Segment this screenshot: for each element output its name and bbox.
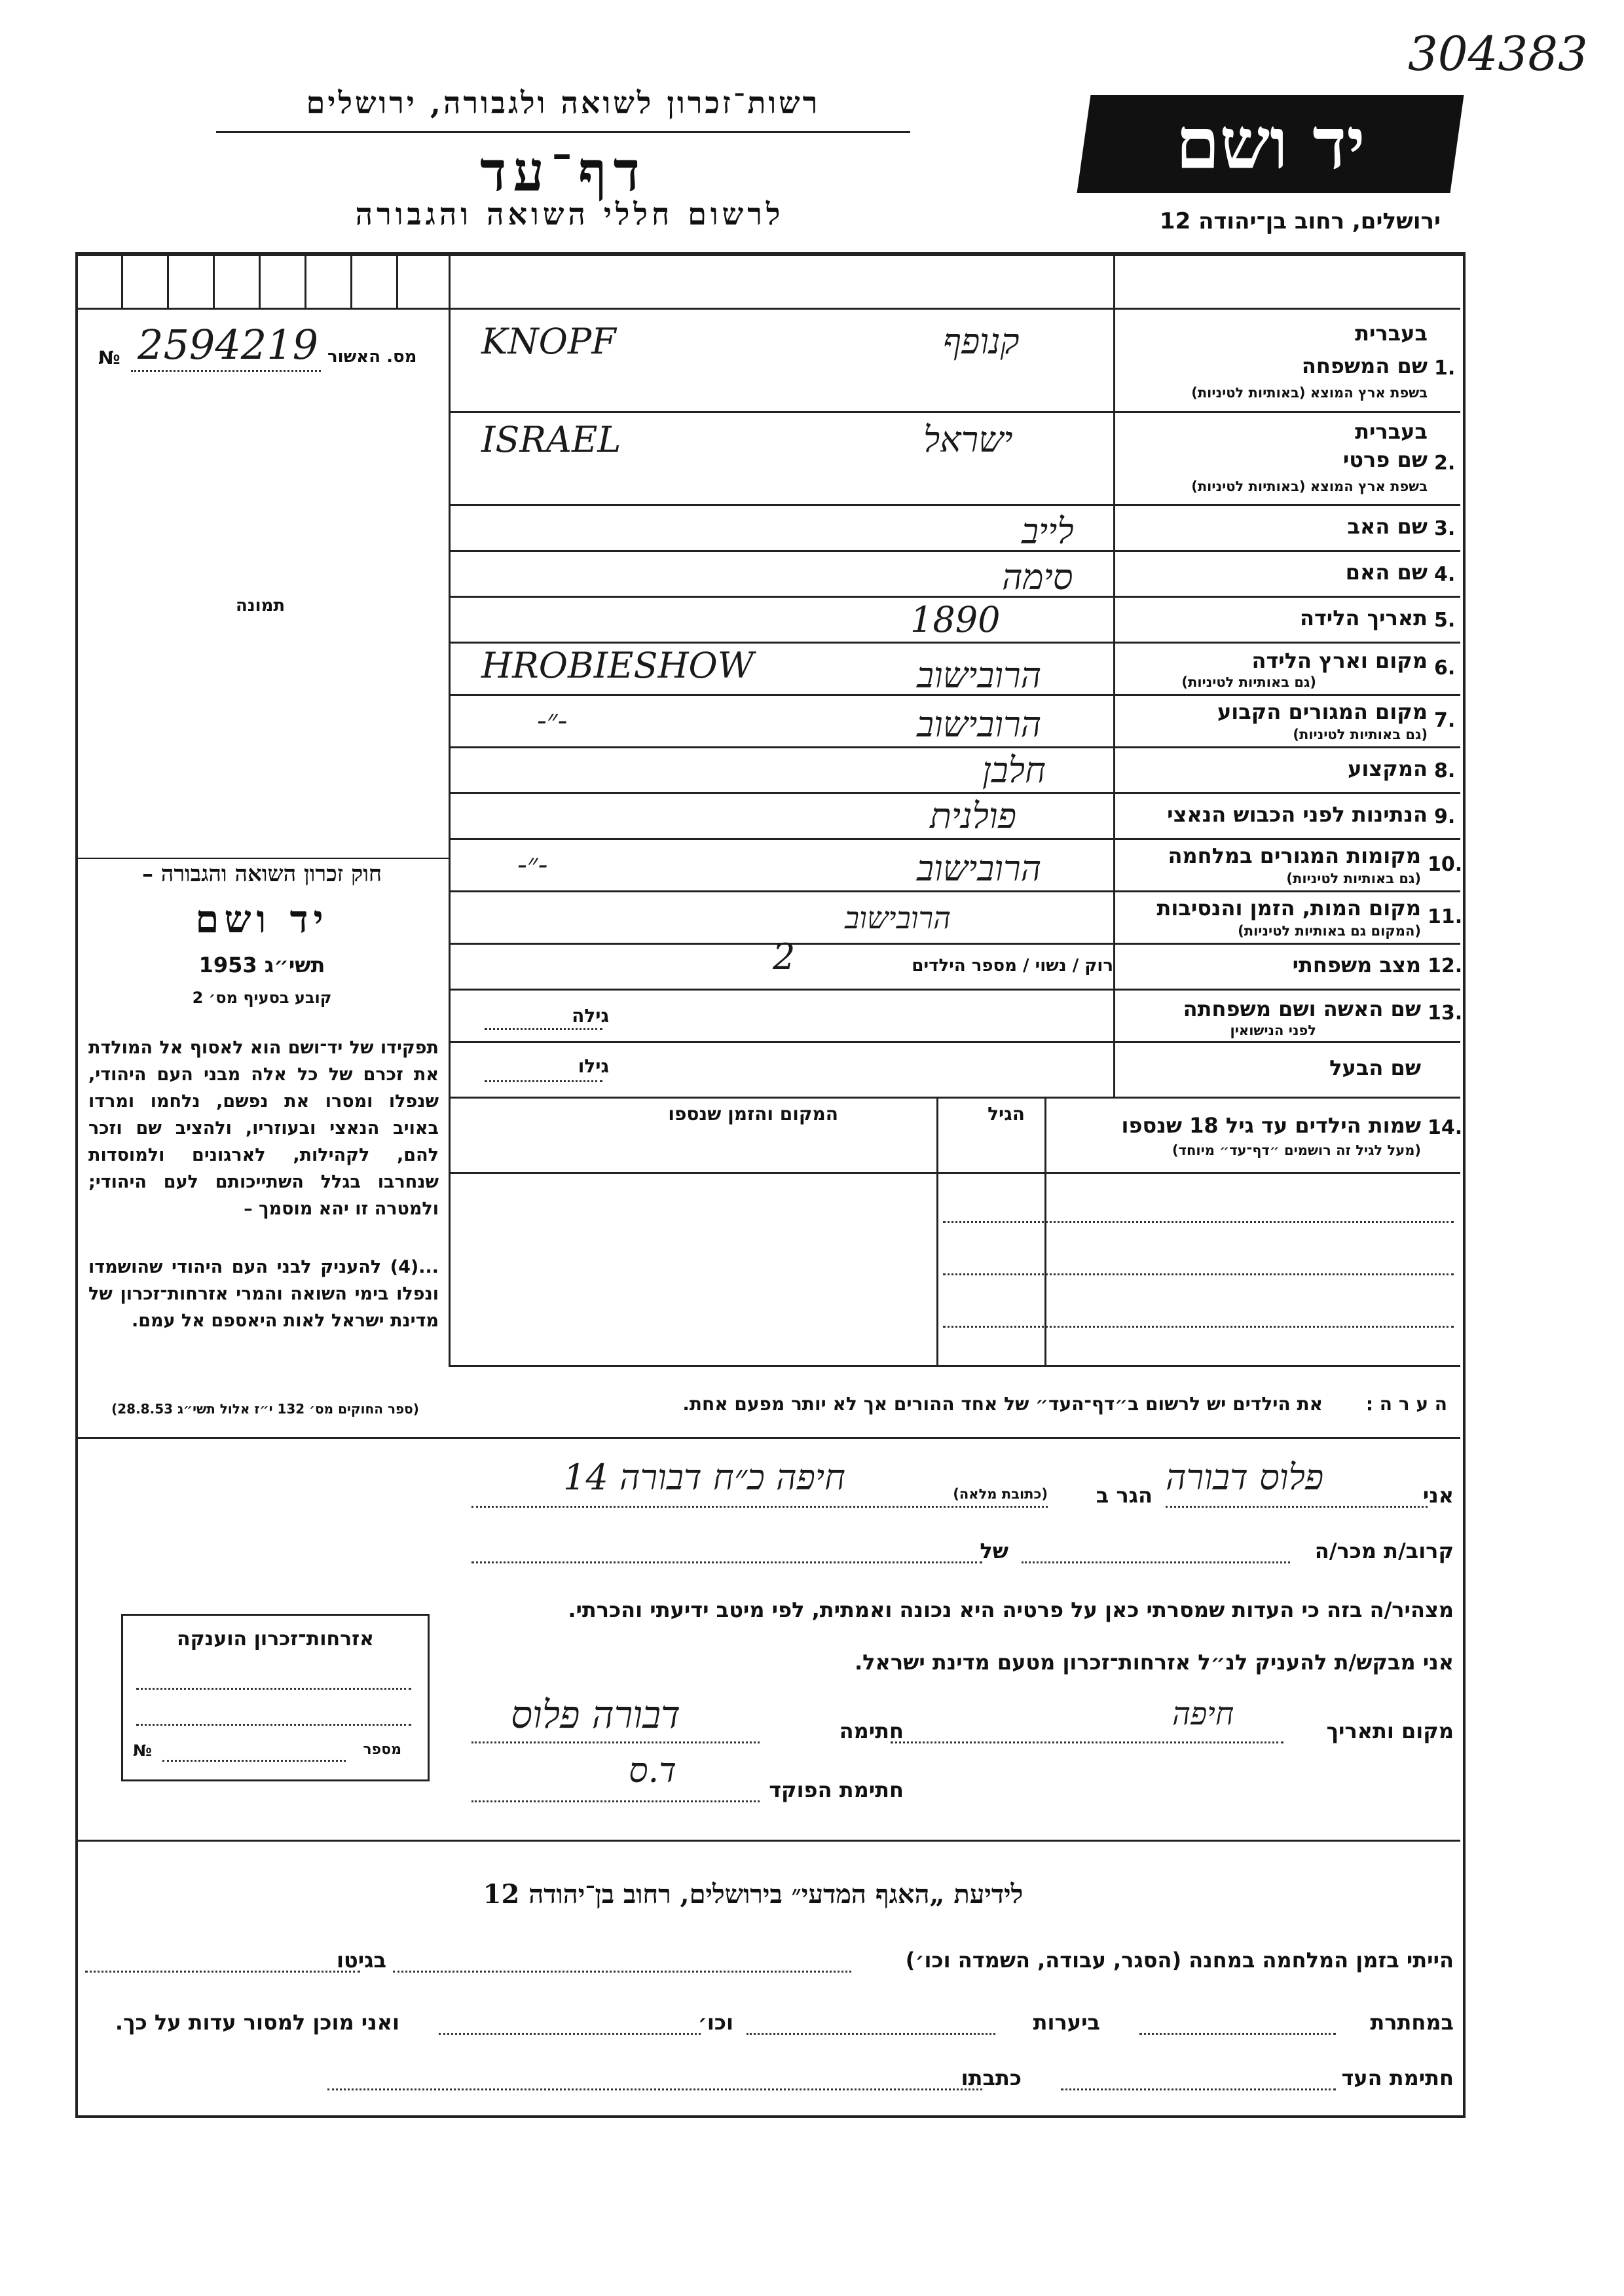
field-6-label: מקום וארץ הלידה	[1251, 648, 1428, 673]
place-date-value[interactable]: חיפה	[1172, 1696, 1234, 1732]
relative-dotline-1	[1022, 1561, 1290, 1563]
authority-underline	[216, 131, 910, 133]
certificate-dotline	[131, 370, 321, 372]
science-underground: במחתרת	[1370, 2010, 1454, 2035]
top-strip-tick-3	[213, 252, 215, 308]
field-12-number: 12.	[1428, 955, 1463, 977]
in-hebrew-1: בעברית	[1355, 321, 1428, 346]
top-strip-tick-6	[350, 252, 352, 308]
yad-vashem-logo	[1077, 95, 1464, 193]
etc-dotline	[439, 2033, 701, 2035]
declarant-address-hint: (כתובת מלאה)	[953, 1486, 1048, 1502]
declarant-of: של	[980, 1539, 1008, 1563]
field-4-hebrew[interactable]: סימה	[1002, 556, 1073, 598]
field-12-sub: רוק / נשוי / מספר הילדים	[912, 956, 1113, 975]
form-subtitle: לרשום חללי השואה והגבורה	[355, 196, 784, 232]
declarant-address[interactable]: חיפה כ״ח דבורה 14	[563, 1457, 846, 1498]
field-7-latin[interactable]: -״-	[537, 704, 568, 737]
top-strip-tick-5	[304, 252, 306, 308]
photo-label: תמונה	[236, 596, 286, 615]
declaration-text: מצהיר/ה בזה כי העדות שמסרתי כאן על פרטיה היא נכונה ואמתית, לפי מיטב ידיעתי והכרתי.	[568, 1597, 1454, 1622]
children-sub: (מעל לגיל זה רושמים ״דף־עד״ מיוחד)	[1172, 1142, 1421, 1158]
officer-value[interactable]: ד.ס	[629, 1751, 676, 1791]
row-line-5	[449, 642, 1460, 644]
field-13-label: שם האשה ושם משפחתה	[1183, 996, 1421, 1021]
citizenship-number-dotline	[162, 1760, 346, 1762]
row-line-3	[449, 550, 1460, 552]
children-row-1	[943, 1221, 1454, 1223]
husband-label: שם הבעל	[1329, 1055, 1421, 1080]
declarant-relative: קרוב/ת מכר/ה	[1314, 1539, 1454, 1563]
field-13-age-label: גילה	[572, 1005, 609, 1027]
husband-age-label: גילו	[578, 1055, 609, 1077]
field-12-label: מצב משפחתי	[1292, 953, 1421, 977]
field-8-number: 8.	[1434, 759, 1456, 782]
field-10-sub: (גם באותיות לטיניות)	[1286, 871, 1421, 886]
field-1-number: 1.	[1434, 357, 1456, 380]
law-title: חוק זכרון השואה והגבורה –	[141, 861, 382, 887]
declarant-name[interactable]: פלוס דבורה	[1166, 1457, 1324, 1498]
declarant-ani: אני	[1422, 1483, 1454, 1508]
note-bottom-line	[75, 1437, 1460, 1439]
science-camp-line: הייתי בזמן המלחמה במחנה (הסגר, עבודה, השמדה וכו׳)	[905, 1948, 1454, 1973]
certificate-no-sign: №	[98, 347, 120, 369]
left-column-divider	[449, 252, 451, 1365]
signature-value[interactable]: דבורה פלוס	[511, 1692, 680, 1737]
officer-dotline	[471, 1800, 760, 1802]
children-bottom-line	[449, 1365, 1460, 1367]
field-6-sub: (גם באותיות לטיניות)	[1181, 674, 1316, 690]
field-11-number: 11.	[1428, 905, 1463, 928]
signature-dotline	[471, 1741, 760, 1743]
citizenship-dotline-1	[136, 1688, 411, 1690]
row-line-12	[449, 989, 1460, 991]
field-7-label: מקום המגורים הקבוע	[1217, 699, 1428, 724]
place-date-dotline	[891, 1741, 1283, 1743]
note-text: את הילדים יש לרשום ב״דף־העד״ של אחד ההורים אך לא יותר מפעם אחת.	[682, 1393, 1323, 1415]
place-date-label: מקום ותאריך	[1326, 1719, 1454, 1743]
husband-age-dotline	[485, 1080, 602, 1082]
field-2-sub: בשפת ארץ המוצא (באותיות לטיניות)	[1191, 479, 1428, 494]
top-strip-tick-4	[259, 252, 261, 308]
row-line-10	[449, 890, 1460, 892]
top-strip-line	[75, 308, 1460, 310]
row-line-2	[449, 504, 1460, 506]
children-age-header: הגיל	[987, 1103, 1025, 1125]
science-witness-sig: חתימת העד	[1341, 2066, 1454, 2090]
field-7-hebrew[interactable]: הרובישוב	[917, 704, 1042, 745]
field-5-value[interactable]: 1890	[910, 599, 1001, 640]
row-line-14	[449, 1097, 1460, 1099]
witness-address-dotline	[327, 2088, 982, 2090]
citizenship-no-sign: №	[133, 1741, 152, 1760]
field-3-number: 3.	[1434, 517, 1456, 540]
request-text: אני מבקש/ת להעניק לנ״ל אזרחות־זכרון מטעם מדינת ישראל.	[855, 1650, 1454, 1675]
field-10-hebrew[interactable]: הרובישוב	[917, 848, 1042, 889]
declarant-address-dotline	[471, 1506, 1048, 1508]
top-strip-tick-1	[121, 252, 123, 308]
field-9-label: הנתינות לפני הכבוש הנאצי	[1167, 802, 1428, 827]
law-clause: קובע בסעיף מס׳ 2	[192, 989, 332, 1007]
children-number: 14.	[1428, 1116, 1463, 1139]
field-3-hebrew[interactable]: לייב	[1022, 511, 1074, 552]
declarant-resides: הגר ב	[1096, 1483, 1153, 1508]
underground-dotline	[1139, 2033, 1336, 2035]
field-10-latin[interactable]: -״-	[517, 848, 548, 881]
row-line-4	[449, 596, 1460, 598]
citizenship-title: אזרחות־זכרון הוענקה	[176, 1628, 375, 1650]
children-col-2	[1044, 1097, 1046, 1365]
declarant-name-dotline	[1166, 1506, 1428, 1508]
field-8-label: המקצוע	[1348, 756, 1428, 781]
row-line-11	[449, 943, 1460, 945]
law-year: תשי״ג 1953	[198, 953, 325, 977]
field-10-label: מקומות המגורים במלחמה	[1168, 843, 1421, 868]
law-source: (ספר החוקים מס׳ 132 י״ז אלול תשי״ג 28.8.53)	[111, 1401, 419, 1417]
children-place-header: המקום והזמן שנספו	[668, 1103, 838, 1125]
row-line-13	[449, 1041, 1460, 1043]
field-11-label: מקום המות, הזמן והנסיבות	[1156, 896, 1421, 920]
field-5-label: תאריך הלידה	[1299, 606, 1428, 630]
field-2-hebrew[interactable]: ישראל	[923, 419, 1013, 460]
ghetto-dotline	[85, 1971, 360, 1973]
children-header-line	[449, 1172, 1460, 1174]
relative-dotline-2	[471, 1561, 982, 1563]
citizenship-number-label: מספר	[363, 1741, 401, 1758]
children-row-3	[943, 1326, 1454, 1328]
certificate-number[interactable]: 2594219	[138, 321, 319, 369]
row-line-1	[449, 411, 1460, 413]
field-6-hebrew[interactable]: הרובישוב	[917, 655, 1042, 696]
field-9-hebrew[interactable]: פולנית	[930, 795, 1017, 837]
field-9-number: 9.	[1434, 805, 1456, 828]
top-strip-tick-7	[396, 252, 398, 308]
form-title: דף־עד	[479, 139, 646, 204]
row-line-7	[449, 746, 1460, 748]
field-10-number: 10.	[1428, 853, 1463, 876]
field-2-latin[interactable]: ISRAEL	[481, 419, 621, 460]
citizenship-dotline-2	[136, 1724, 411, 1726]
authority-line: רשות־זכרון לשואה ולגבורה, ירושלים	[306, 85, 821, 120]
address: ירושלים, רחוב בן־יהודה 12	[1159, 208, 1441, 234]
row-line-9	[449, 838, 1460, 840]
field-6-latin[interactable]: HROBIESHOW	[481, 645, 754, 686]
children-row-2	[943, 1273, 1454, 1275]
science-title: לידיעת „האגף המדעי״ בירושלים, רחוב בן־יהודה 12	[483, 1879, 1024, 1910]
row-line-8	[449, 792, 1460, 794]
science-ready: ואני מוכן למסור עדות על כך.	[115, 2010, 399, 2035]
field-7-number: 7.	[1434, 709, 1456, 732]
science-forests: ביערות	[1033, 2010, 1100, 2035]
field-1-sub: בשפת ארץ המוצא (באותיות לטיניות)	[1191, 385, 1428, 401]
field-1-label: שם המשפחה	[1301, 354, 1428, 378]
children-label: שמות הילדים עד גיל 18 שנספו	[1121, 1113, 1421, 1138]
law-top-line	[75, 858, 449, 859]
field-2-label: שם פרטי	[1342, 447, 1428, 472]
field-13-age-dotline	[485, 1028, 602, 1030]
field-6-number: 6.	[1434, 657, 1456, 680]
top-strip-tick-2	[167, 252, 169, 308]
science-top-line	[75, 1840, 1460, 1842]
children-col-1	[936, 1097, 938, 1365]
law-paragraph-1: תפקידו של יד־ושם הוא לאסוף אל המולדת את זכרם של כל אלה מבני העם היהודי, שנפלו ומסרו את נפשם, נלחמו ומרדו באויב הנאצי ובעוזריו, ולהציב שם וזכר להם, לקהילות, לארגונים ולמוסדות שנחרבו בגלל השתייכותם לעם היהודי; ולמטרה זו יהא מוסמך –	[88, 1038, 439, 1219]
officer-label: חתימת הפוקד	[769, 1777, 904, 1802]
label-column-divider	[1113, 252, 1115, 1097]
field-7-sub: (גם באותיות לטיניות)	[1293, 727, 1428, 742]
science-address: כתבתו	[961, 2066, 1022, 2090]
in-hebrew-2: בעברית	[1355, 419, 1428, 444]
logo-text: יד ושם	[1175, 103, 1365, 185]
science-ghetto: בגיטו	[337, 1948, 386, 1973]
stamp-number: 304383	[1408, 26, 1588, 81]
field-3-label: שם האב	[1347, 514, 1428, 539]
signature-label: חתימה	[839, 1719, 904, 1743]
field-4-number: 4.	[1434, 563, 1456, 586]
citizenship-box	[121, 1614, 430, 1781]
field-5-number: 5.	[1434, 609, 1456, 632]
camp-dotline	[393, 1971, 851, 1973]
field-4-label: שם האם	[1345, 560, 1428, 585]
law-paragraph-2: ...(4) להעניק לבני העם היהודי שהושמדו ונפלו בימי השואה והמרי אזרחות־זכרון של מדינת ישראל לאות היאספם אל עמם.	[88, 1257, 439, 1331]
field-11-sub: (המקום גם באותיות לטיניות)	[1238, 923, 1421, 939]
certificate-label: מס. האשור	[327, 347, 417, 367]
field-13-number: 13.	[1428, 1002, 1463, 1025]
law-name: יד ושם	[195, 897, 329, 941]
forests-dotline	[747, 2033, 995, 2035]
field-8-hebrew[interactable]: חלבן	[982, 750, 1046, 791]
field-2-number: 2.	[1434, 452, 1456, 475]
field-12-children-count[interactable]: 2	[773, 936, 796, 977]
field-11-hebrew[interactable]: הרובישוב	[845, 900, 951, 936]
note-label: ה ע ר ה :	[1365, 1393, 1447, 1415]
witness-dotline	[1061, 2088, 1336, 2090]
field-13-sub: לפני הנישואין	[1230, 1023, 1316, 1038]
science-etc: וכו׳	[697, 2010, 733, 2035]
field-1-latin[interactable]: KNOPF	[481, 321, 616, 362]
field-1-hebrew[interactable]: קנופף	[943, 321, 1020, 362]
